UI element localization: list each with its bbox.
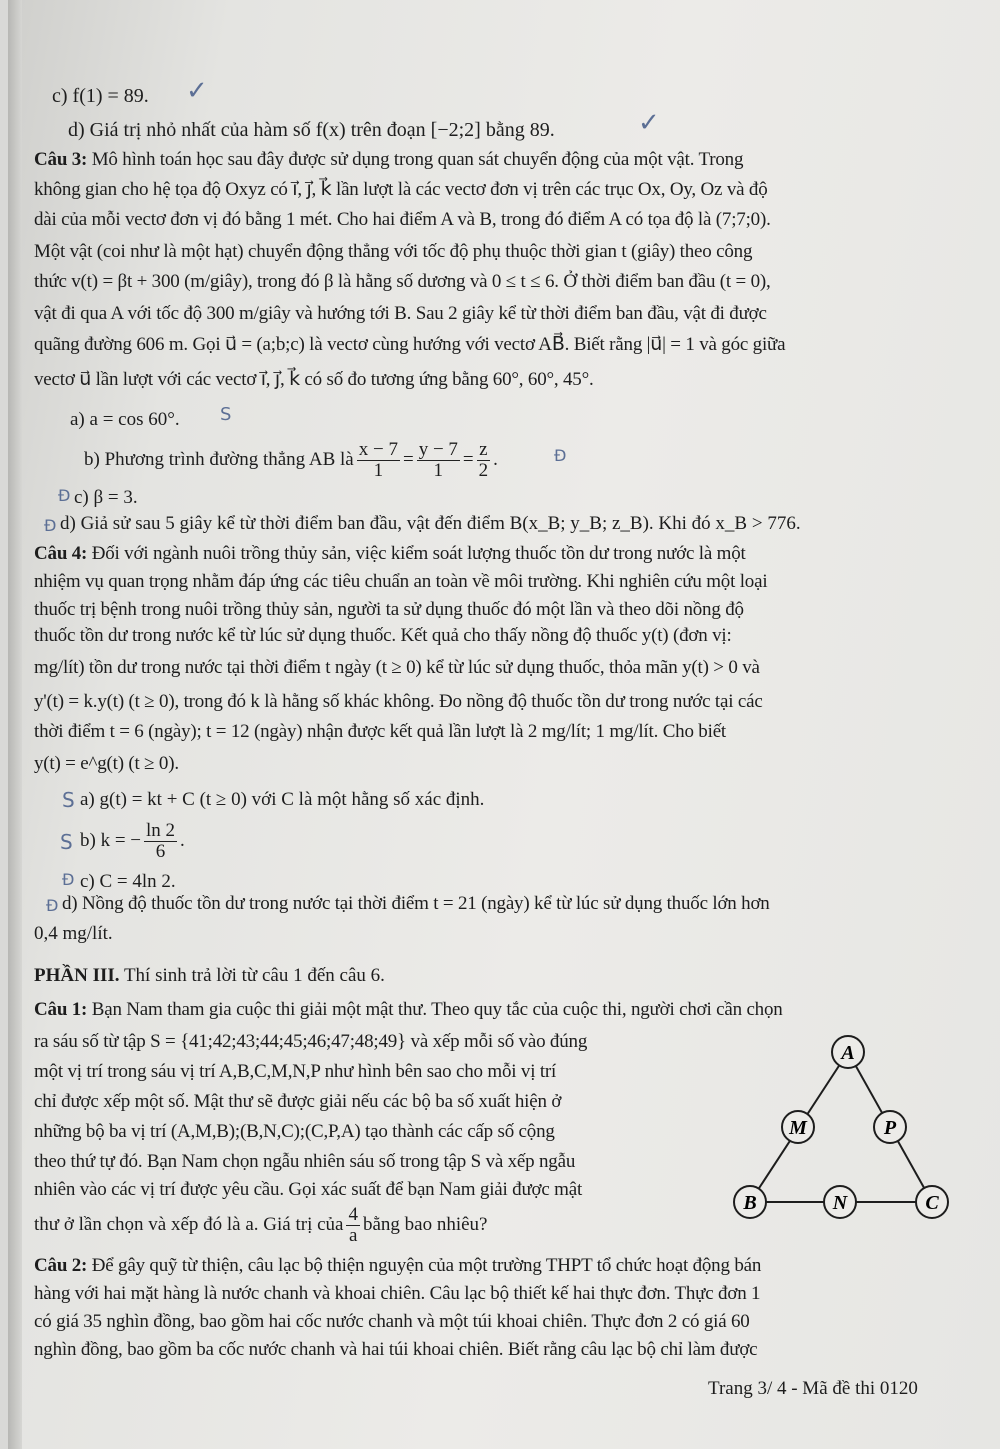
page-footer: Trang 3/ 4 - Mã đề thi 0120 [708,1378,918,1399]
q4-option-c: c) C = 4ln 2. [80,871,176,892]
check-mark-icon: ✓ [186,76,208,106]
handwritten-d-mark: Đ [554,446,567,465]
q4-line-2: nhiệm vụ quan trọng nhằm đáp ứng các tiêu chuẩn an toàn về môi trường. Khi nghiên cứu một loại [34,571,768,592]
node-label: B [743,1192,757,1214]
q4-line-4: thuốc tồn dư trong nước kể từ lúc sử dụng thuốc. Kết quả cho thấy nồng độ thuốc y(t) (đơn vị: [34,625,732,646]
fraction: $\frac{\ln 2}{6}$ [146,819,176,862]
node-label: C [925,1192,939,1214]
part3-q1-line-6: theo thứ tự đó. Bạn Nam chọn ngẫu nhiên sáu số trong tập S và xếp ngẫu [34,1151,576,1172]
handwritten-s-mark: S [220,404,232,425]
q3-line-1: Câu 3: Mô hình toán học sau đây được sử dụng trong quan sát chuyển động của một vật. Trong [34,149,744,170]
q4-line-7: thời điểm t = 6 (ngày); t = 12 (ngày) nhận được kết quả lần lượt là 2 mg/lít; 1 mg/lít. Cho biết [34,721,727,742]
q4-line-1: Câu 4: Đối với ngành nuôi trồng thủy sản, việc kiểm soát lượng thuốc tồn dư trong nước là một [34,543,746,564]
q4-label: Câu 4: [34,543,88,564]
part3-heading: PHẦN III. Thí sinh trả lời từ câu 1 đến câu 6. [34,965,385,986]
q3-option-b: b) Phương trình đường thẳng AB là $\frac{x - 7}{1}$ = $\frac{y - 7}{1}$ = $\frac{z}{2}$ . [84,438,498,481]
q4-option-b: b) k = − $\frac{\ln 2}{6}$ . [80,819,185,862]
check-mark-icon: ✓ [638,108,660,138]
q4-line-5: mg/lít) tồn dư trong nước tại thời điểm t ngày (t ≥ 0) kể từ lúc sử dụng thuốc, thỏa mãn y(t) > 0 và [34,657,760,678]
q3-option-a: a) a = cos 60°. [70,409,180,430]
q3-line-2: không gian cho hệ tọa độ Oxyz có i⃗, j⃗, k⃗ lần lượt là các vectơ đơn vị trên các trục Ox, Oy, Oz và độ [34,179,768,200]
part3-q1-line-2: ra sáu số từ tập S = {41;42;43;44;45;46;47;48;49} và xếp mỗi số vào đúng [34,1031,588,1052]
triangle-position-diagram [720,1030,960,1230]
q4-line-3: thuốc trị bệnh trong nuôi trồng thủy sản, người ta sử dụng thuốc đó một lần và theo dõi nồng độ [34,599,744,620]
part3-q2-line-1: Câu 2: Để gây quỹ từ thiện, câu lạc bộ thiện nguyện của một trường THPT tổ chức hoạt động bán [34,1255,762,1276]
part3-q1-line-1: Câu 1: Bạn Nam tham gia cuộc thi giải một mật thư. Theo quy tắc của cuộc thi, người chơi cần chọn [34,999,783,1020]
part3-q1-line-3: một vị trí trong sáu vị trí A,B,C,M,N,P như hình bên sao cho mỗi vị trí [34,1061,557,1082]
node-label: A [841,1042,855,1064]
fraction: $\frac{z}{2}$ [478,438,489,481]
node-a [832,1036,864,1068]
part3-q2-line-4: nghìn đồng, bao gồm ba cốc nước chanh và hai túi khoai chiên. Biết rằng câu lạc bộ chỉ làm được [34,1339,758,1360]
q4-option-d-line-1: d) Nồng độ thuốc tồn dư trong nước tại thời điểm t = 21 (ngày) kể từ lúc sử dụng thuốc lớn hơn [62,893,770,914]
node-c [916,1186,948,1218]
fraction: $\frac{x - 7}{1}$ [358,438,398,481]
q3-line-3: dài của mỗi vectơ đơn vị đó bằng 1 mét. Cho hai điểm A và B, trong đó điểm A có tọa độ là (7;7;0). [34,209,771,230]
q4-line-6: y'(t) = k.y(t) (t ≥ 0), trong đó k là hằng số khác không. Đo nồng độ thuốc tồn dư trong nước tại các [34,691,763,712]
fraction: $\frac{y - 7}{1}$ [418,438,458,481]
fraction: $\frac{4}{a}$ [348,1203,358,1246]
node-n [824,1186,856,1218]
node-label: M [789,1117,807,1139]
q3-line-6: vật đi qua A với tốc độ 300 m/giây và hướng tới B. Sau 2 giây kể từ thời điểm ban đầu, vật đi được [34,303,767,324]
part3-q1-line-5: những bộ ba vị trí (A,M,B);(B,N,C);(C,P,A) tạo thành các cấp số cộng [34,1121,555,1142]
handwritten-s-mark: S [60,830,73,854]
q3-line-7: quãng đường 606 m. Gọi u⃗ = (a;b;c) là vectơ cùng hướng với vectơ AB⃗. Biết rằng |u⃗| = 1 và góc giữa [34,334,786,355]
exam-page [8,0,1000,1449]
q2-option-c: c) f(1) = 89. [52,85,149,107]
q3-option-c: c) β = 3. [74,487,138,508]
q3-line-5: thức v(t) = βt + 300 (m/giây), trong đó β là hằng số dương và 0 ≤ t ≤ 6. Ở thời điểm ban đầu (t = 0), [34,271,771,292]
part3-q2-line-2: hàng với hai mặt hàng là nước chanh và khoai chiên. Câu lạc bộ thiết kế hai thực đơn. Thực đơn 1 [34,1283,761,1304]
handwritten-d-mark: Đ [44,516,57,535]
q4-option-d-line-2: 0,4 mg/lít. [34,923,113,944]
part3-q1-line-4: chỉ được xếp một số. Mật thư sẽ được giải nếu các bộ ba số xuất hiện ở [34,1091,562,1112]
handwritten-d-mark: Đ [58,486,71,505]
page-fold-shadow [8,0,22,1449]
q3-line-8: vectơ u⃗ lần lượt với các vectơ i⃗, j⃗, k⃗ có số đo tương ứng bằng 60°, 60°, 45°. [34,369,594,390]
node-m [782,1111,814,1143]
node-label: N [832,1192,848,1214]
q2-option-d: d) Giá trị nhỏ nhất của hàm số f(x) trên đoạn [−2;2] bằng 89. [68,119,555,141]
node-b [734,1186,766,1218]
handwritten-s-mark: S [62,788,75,812]
q3-option-d: d) Giả sử sau 5 giây kể từ thời điểm ban đầu, vật đến điểm B(x_B; y_B; z_B). Khi đó x_B > 776. [60,513,801,534]
node-label: P [883,1117,897,1139]
part3-q1-label: Câu 1: [34,999,88,1020]
part3-q2-label: Câu 2: [34,1255,88,1276]
q4-option-a: a) g(t) = kt + C (t ≥ 0) với C là một hằng số xác định. [80,789,485,810]
handwritten-d-mark: Đ [46,896,59,915]
part3-q1-line-8: thư ở lần chọn và xếp đó là a. Giá trị của $\frac{4}{a}$ bằng bao nhiêu? [34,1203,488,1246]
q3-line-4: Một vật (coi như là một hạt) chuyển động thẳng với tốc độ phụ thuộc thời gian t (giây) theo công [34,241,753,262]
part3-q2-line-3: có giá 35 nghìn đồng, bao gồm hai cốc nước chanh và một túi khoai chiên. Thực đơn 2 có giá 60 [34,1311,750,1332]
q4-line-8: y(t) = e^g(t) (t ≥ 0). [34,753,179,774]
handwritten-d-mark: Đ [62,870,75,889]
node-p [874,1111,906,1143]
part3-q1-line-7: nhiên vào các vị trí được yêu cầu. Gọi xác suất để bạn Nam giải được mật [34,1179,583,1200]
q3-label: Câu 3: [34,149,88,170]
